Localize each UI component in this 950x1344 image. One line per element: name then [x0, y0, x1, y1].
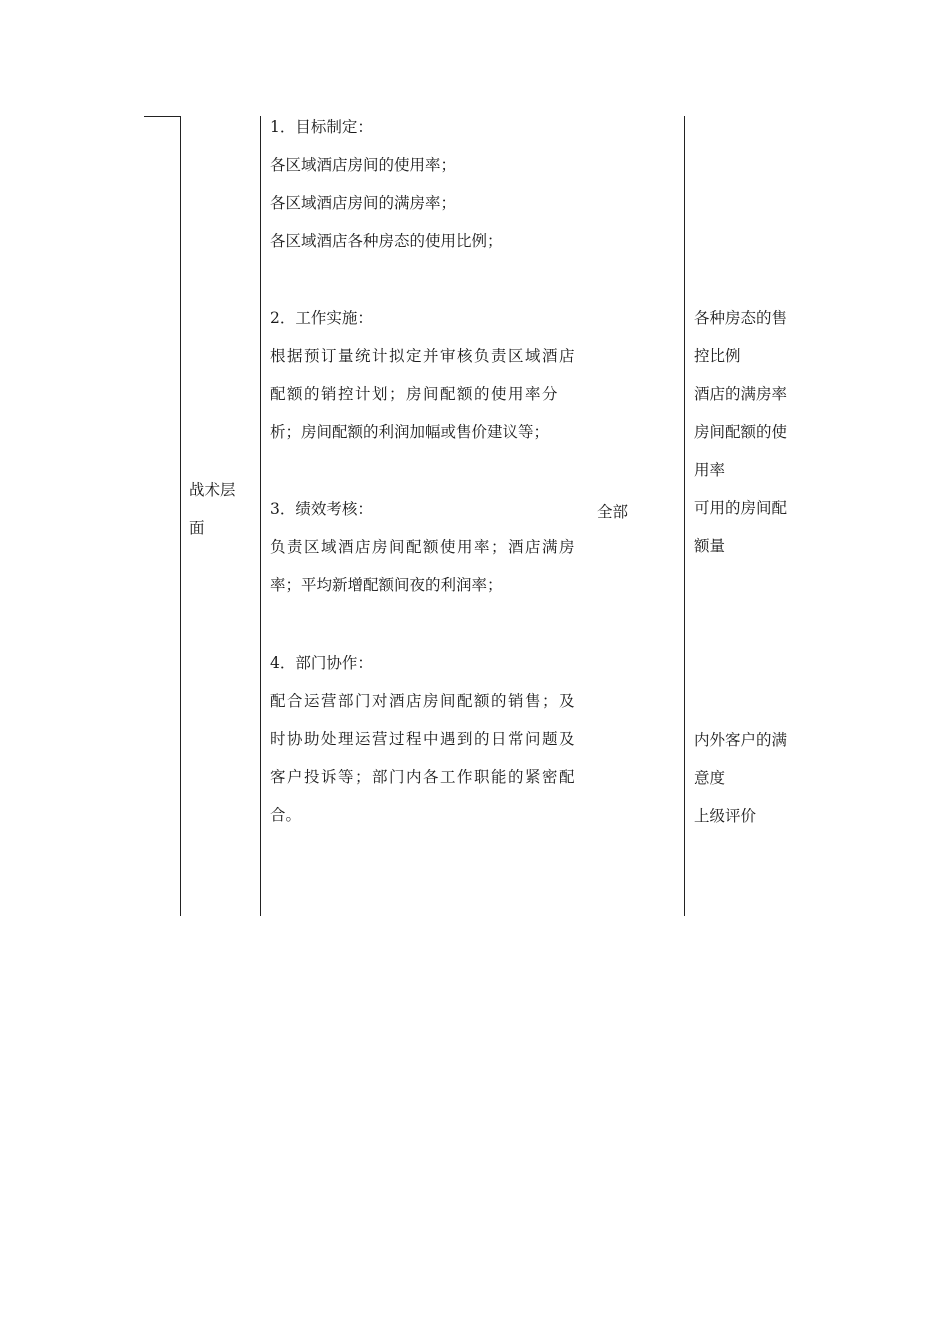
section-line: 各区域酒店房间的使用率；: [270, 156, 457, 174]
kpi-line: 控比例: [694, 347, 741, 365]
section-assessment: [270, 490, 576, 604]
section-line: 根据预订量统计拟定并审核负责区域酒店: [270, 347, 577, 365]
kpi-line: 意度: [694, 769, 726, 787]
section-heading: 1．目标制定：: [270, 118, 373, 136]
section-line: 时协助处理运营过程中遇到的日常问题及: [270, 730, 577, 748]
kpi-line: 内外客户的满: [694, 731, 788, 749]
level-cell: [189, 471, 236, 547]
kpi-line: 房间配额的使: [694, 423, 788, 441]
table-top-left-border: [144, 116, 180, 117]
kpi-line: 用率: [694, 461, 726, 479]
kpi-group-1: [694, 299, 787, 565]
kpi-line: 各种房态的售: [694, 309, 788, 327]
section-line: 析；房间配额的利润加幅或售价建议等；: [270, 423, 550, 441]
scope-cell: 全部: [597, 503, 629, 521]
column-divider-1: [260, 116, 261, 916]
kpi-line: 可用的房间配: [694, 499, 788, 517]
kpi-line: 额量: [694, 537, 726, 555]
level-line: 面: [189, 519, 205, 537]
level-line: 战术层: [189, 481, 236, 499]
section-heading: 4．部门协作：: [270, 654, 373, 672]
column-divider-2: [684, 116, 685, 916]
section-line: 配合运营部门对酒店房间配额的销售；及: [270, 692, 577, 710]
kpi-line: 酒店的满房率: [694, 385, 788, 403]
section-heading: 2．工作实施：: [270, 309, 373, 327]
section-cooperation: [270, 644, 576, 834]
table-left-border: [180, 116, 181, 916]
section-heading: 3．绩效考核：: [270, 500, 373, 518]
section-goal: [270, 108, 503, 260]
section-implementation: [270, 299, 576, 451]
kpi-line: 上级评价: [694, 807, 757, 825]
section-line: 配额的销控计划；房间配额的使用率分: [270, 385, 560, 403]
section-line: 客户投诉等；部门内各工作职能的紧密配: [270, 768, 577, 786]
section-line: 负责区域酒店房间配额使用率；酒店满房: [270, 538, 577, 556]
section-line: 合。: [270, 806, 302, 824]
kpi-group-2: [694, 721, 787, 835]
section-line: 各区域酒店各种房态的使用比例；: [270, 232, 503, 250]
section-line: 各区域酒店房间的满房率；: [270, 194, 457, 212]
section-line: 率；平均新增配额间夜的利润率；: [270, 576, 503, 594]
